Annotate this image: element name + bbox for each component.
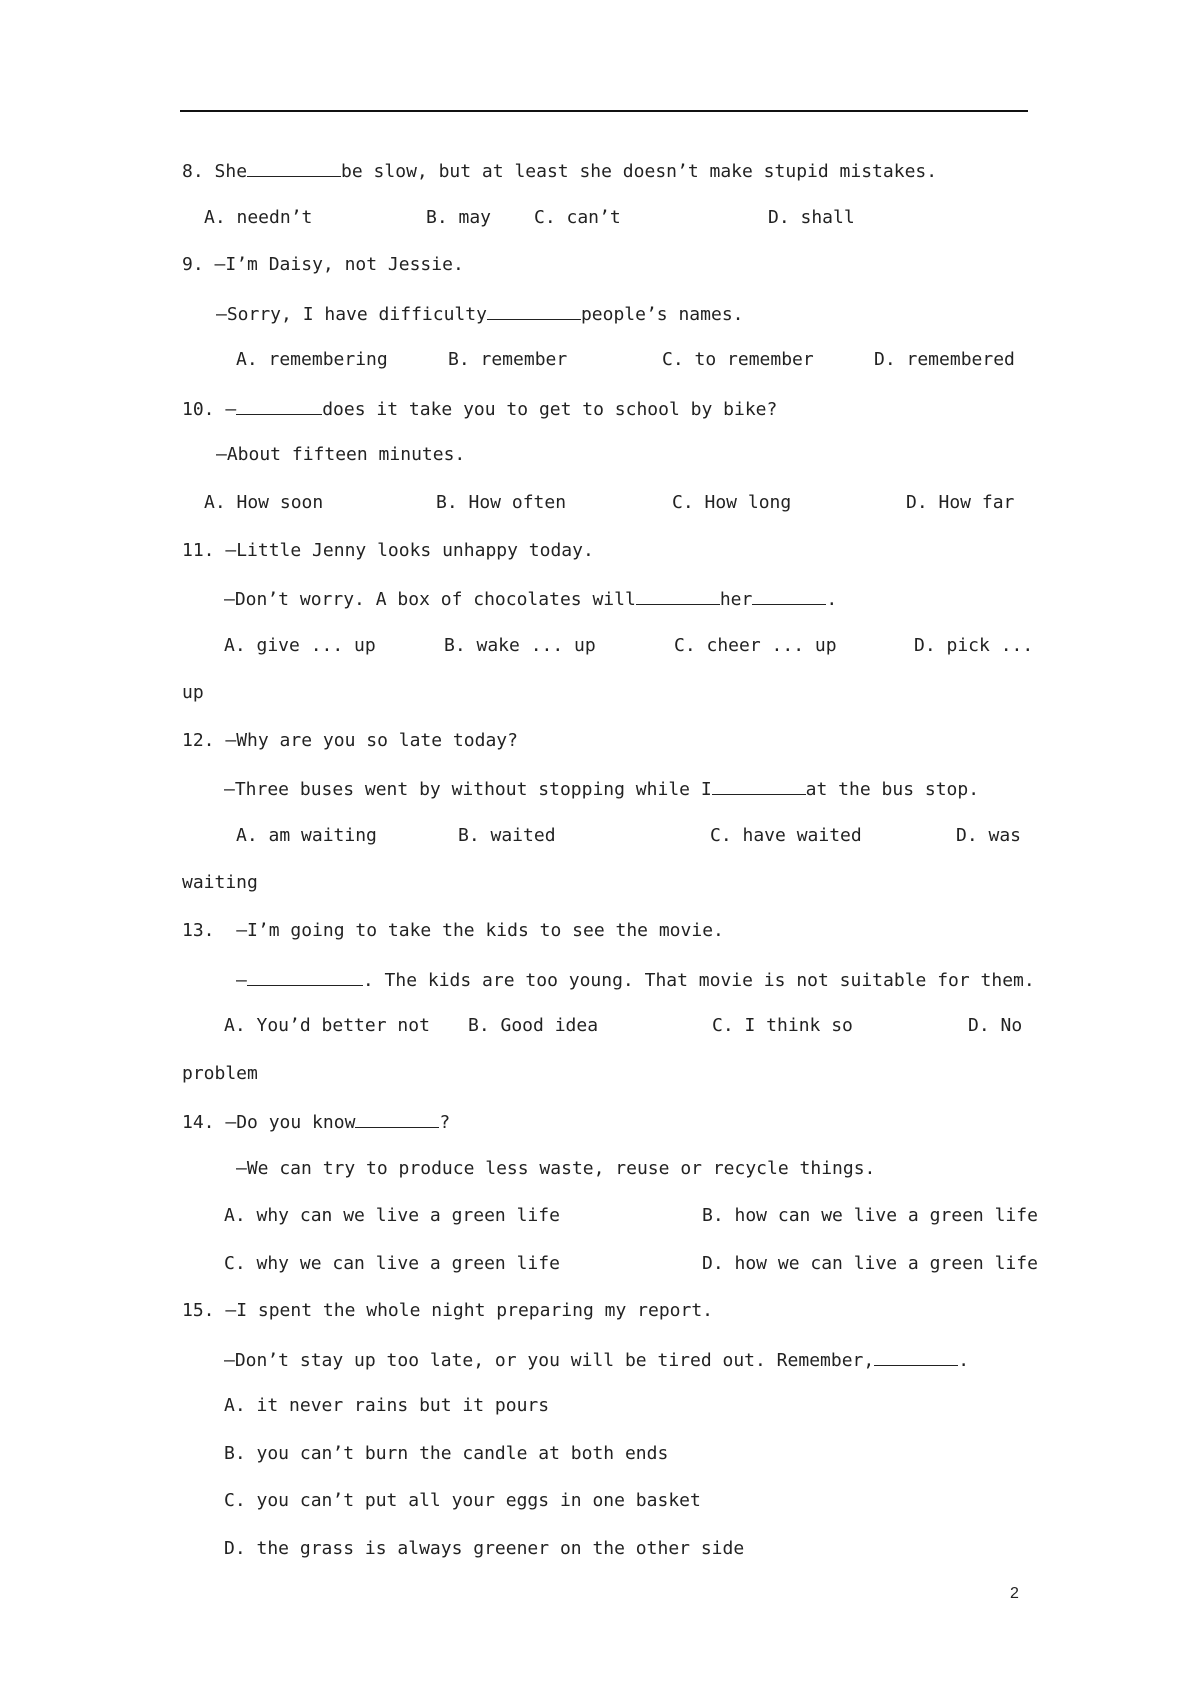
option-b: B. wake ... up [444,635,596,656]
question-14-stem [182,1109,450,1135]
option-d: D. No [968,1015,1023,1036]
stem-text: her [719,589,753,610]
stem-text: —Sorry, I have difficulty [216,304,487,325]
answer-blank [636,586,720,605]
question-9-line2 [216,301,744,327]
stem-text: ? [439,1112,451,1133]
stem-text: She [214,161,248,182]
option-b: B. you can’t burn the candle at both ends [224,1443,669,1464]
stem-text: —Don’t worry. A box of chocolates will [224,589,636,610]
page-number: 2 [1010,1585,1019,1602]
option-a: A. give ... up [224,635,376,656]
stem-text: . [958,1350,970,1371]
stem-text: —I spent the whole night preparing my report. [225,1300,714,1321]
option-a: A. remembering [236,349,388,370]
question-10-line2: —About fifteen minutes. [216,444,466,465]
answer-blank [752,586,826,605]
option-a: A. am waiting [236,825,377,846]
stem-text: — [236,970,247,991]
question-11-stem [182,539,594,563]
option-b: B. how can we live a green life [702,1205,1038,1226]
question-14-line2: —We can try to produce less waste, reuse or recycle things. [236,1158,876,1179]
question-number: 8. [182,161,204,182]
option-c: C. to remember [662,349,814,370]
option-b: B. How often [436,492,567,513]
question-9-stem [182,253,464,277]
option-c: C. I think so [712,1015,853,1036]
question-number: 9. [182,254,204,275]
stem-text: . The kids are too young. That movie is not suitable for them. [362,970,1035,991]
option-b: B. may [426,207,492,228]
option-c: C. you can’t put all your eggs in one basket [224,1490,701,1511]
answer-blank [487,301,581,320]
answer-blank [247,967,363,986]
option-d-continuation: problem [182,1063,258,1084]
stem-text: be slow, but at least she doesn’t make stupid mistakes. [341,161,938,182]
option-d: D. how we can live a green life [702,1253,1038,1274]
header-rule [180,110,1028,112]
stem-text: at the bus stop. [805,779,980,800]
question-number: 13. [182,920,215,941]
option-c: C. How long [672,492,792,513]
answer-blank [247,158,341,177]
option-d: D. was [956,825,1022,846]
option-a: A. You’d better not [224,1015,430,1036]
stem-text: —Three buses went by without stopping while I [224,779,712,800]
question-15-line2 [224,1347,969,1373]
stem-text: people’s names. [580,304,744,325]
answer-blank [355,1109,439,1128]
option-d: D. How far [906,492,1015,513]
question-8-stem [182,158,937,184]
answer-blank [236,396,322,415]
option-b: B. waited [458,825,556,846]
stem-text: —Little Jenny looks unhappy today. [225,540,594,561]
option-d: D. shall [768,207,855,228]
question-number: 11. [182,540,215,561]
answer-blank [712,776,806,795]
stem-text: does it take you to get to school by bike? [322,399,778,420]
option-b: B. remember [448,349,568,370]
stem-text: —I’m Daisy, not Jessie. [214,254,464,275]
question-number: 10. [182,399,215,420]
stem-text: — [225,399,237,420]
answer-blank [874,1347,958,1366]
stem-text: —Don’t stay up too late, or you will be tired out. Remember, [224,1350,875,1371]
option-c: C. can’t [534,207,621,228]
option-a: A. it never rains but it pours [224,1395,550,1416]
stem-text: —Do you know [225,1112,356,1133]
question-11-line2 [224,586,837,612]
option-c: C. have waited [710,825,862,846]
option-a: A. How soon [204,492,324,513]
option-d-continuation: waiting [182,872,258,893]
option-d: D. the grass is always greener on the other side [224,1538,745,1559]
stem-text: —Why are you so late today? [225,730,518,751]
option-a: A. needn’t [204,207,313,228]
option-c: C. why we can live a green life [224,1253,560,1274]
option-a: A. why can we live a green life [224,1205,560,1226]
stem-text: . [826,589,838,610]
question-13-line2 [236,967,1035,993]
question-10-stem [182,396,777,422]
option-c: C. cheer ... up [674,635,837,656]
question-12-stem [182,729,518,753]
option-d-continuation: up [182,682,204,703]
question-number: 15. [182,1300,215,1321]
question-12-line2 [224,776,979,802]
option-b: B. Good idea [468,1015,599,1036]
question-15-stem [182,1299,713,1323]
question-13-stem [182,919,724,943]
stem-text: —I’m going to take the kids to see the movie. [236,920,724,941]
option-d: D. pick ... [914,635,1034,656]
question-number: 14. [182,1112,215,1133]
question-number: 12. [182,730,215,751]
option-d: D. remembered [874,349,1015,370]
